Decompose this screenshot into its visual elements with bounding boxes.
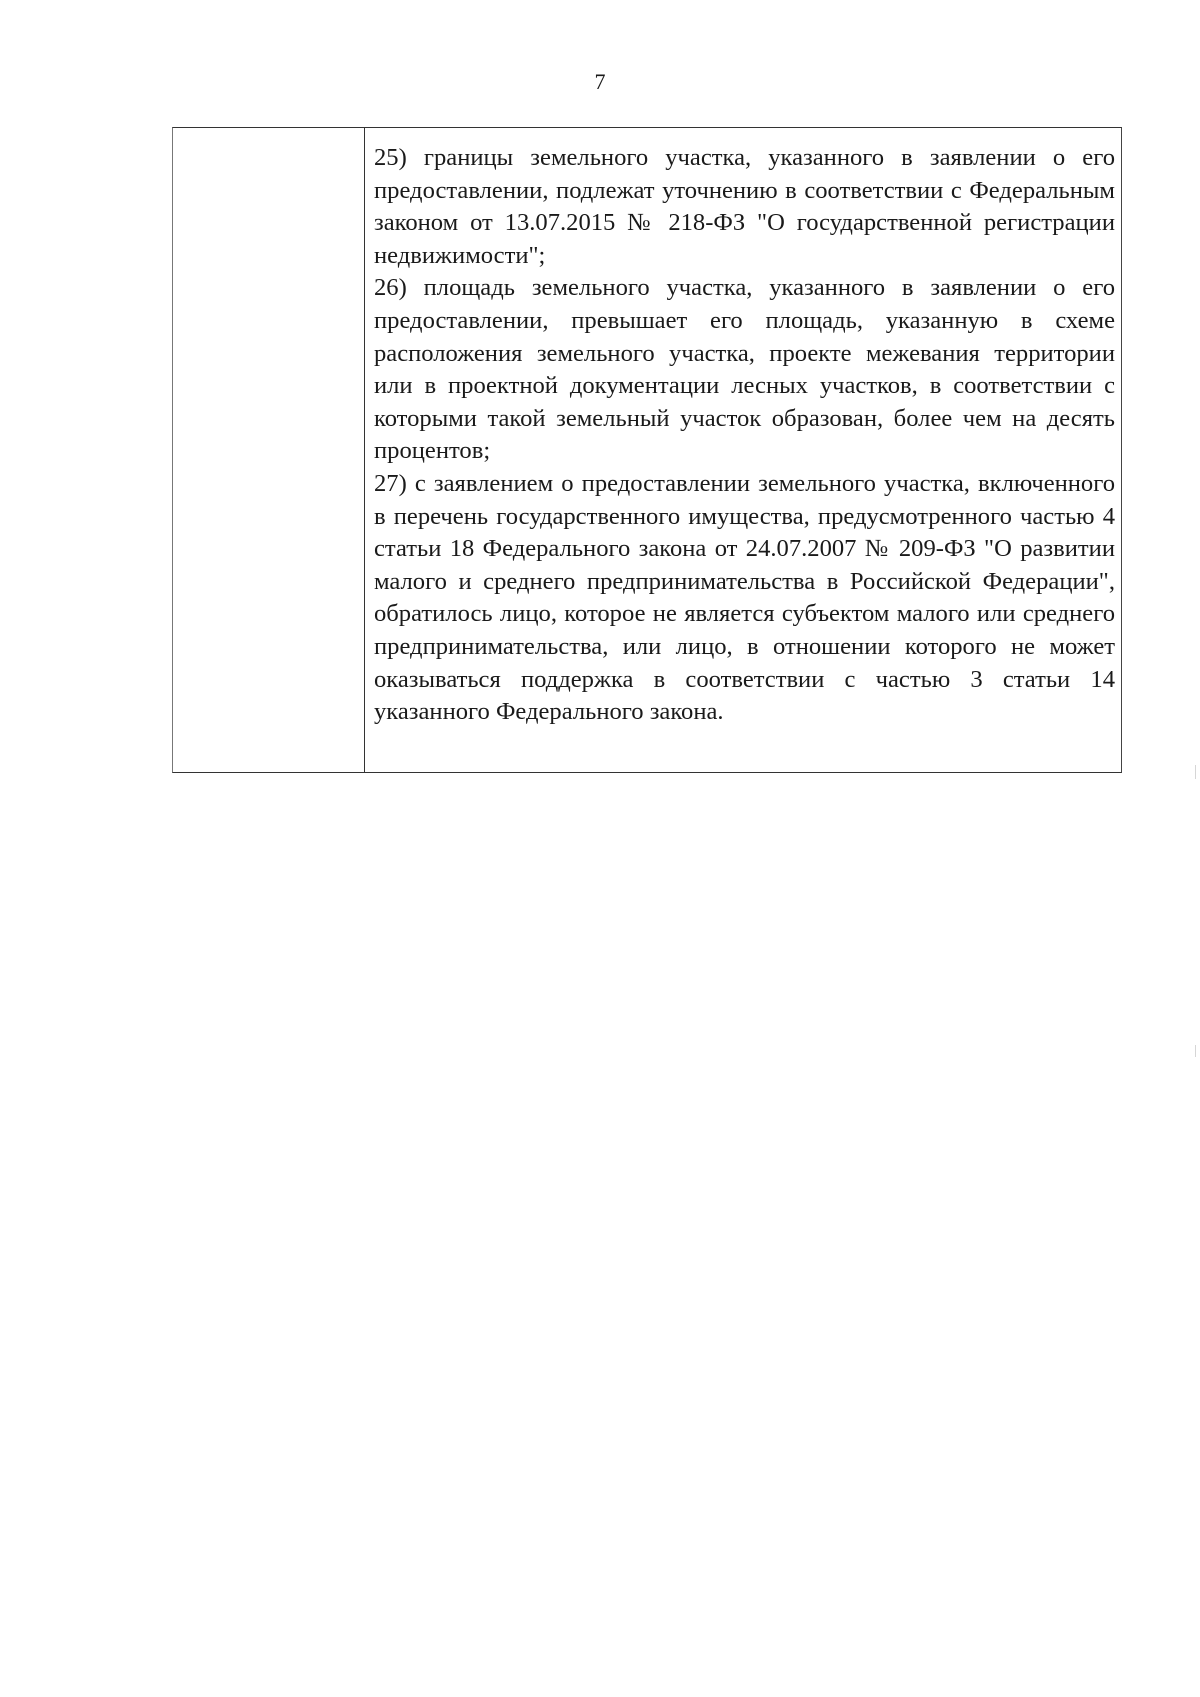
document-table [172,127,1122,773]
clause-26: 26) площадь земельного участка, указанного в заявлении о его предоставлении, превышает его площадь, указанную в схеме расположения земельного участка, проекте межевания территории или в проектной документации лесных участков, в соответствии с которыми такой земельный участок образован, более чем на десять процентов; [374,274,1115,465]
scan-artifact [1195,1045,1196,1057]
clause-27: 27) с заявлением о предоставлении земельного участка, включенного в перечень государственного имущества, предусмотренного частью 4 статьи 18 Федерального закона от 24.07.2007 № 209-ФЗ "О развитии малого и среднего предпринимательства в Российской Федерации", обратилось лицо, которое не является субъектом малого или среднего предпринимательства, или лицо, в отношении которого не может оказываться поддержка в соответствии с частью 3 статьи 14 указанного Федерального закона. [374,469,1115,726]
table-right-cell [365,128,1121,772]
page-number: 7 [594,69,606,94]
scan-artifact [1195,765,1196,779]
clause-25: 25) границы земельного участка, указанного в заявлении о его предоставлении, подлежат уточнению в соответствии с Федеральным законом от 13.07.2015 № 218-ФЗ "О государственной регистрации недвижимости"; [374,144,1115,269]
table-left-cell [173,128,365,772]
